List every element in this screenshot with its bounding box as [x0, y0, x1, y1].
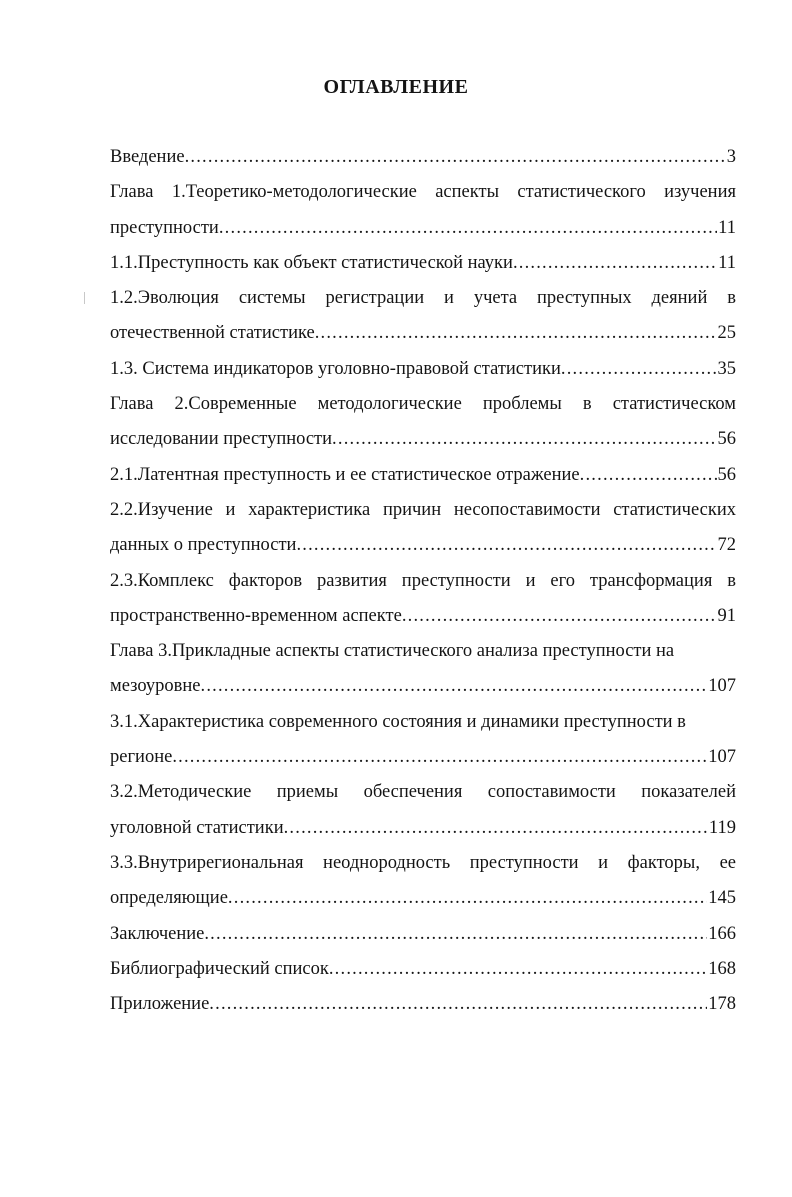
- toc-page-number: 3: [726, 147, 736, 167]
- dot-leader: [315, 316, 717, 351]
- toc-entry-section-3-2-line[interactable]: 3.2.Методические приемы обеспечения сопоставимости показателей: [110, 782, 736, 803]
- toc-entry-section-3-1-line[interactable]: 3.1.Характеристика современного состояния и динамики преступности в: [110, 711, 686, 732]
- toc-entry-chapter-2-line[interactable]: Глава 2.Современные методологические проблемы в статистическом: [110, 394, 736, 415]
- dot-leader: [329, 952, 707, 987]
- toc-entry-title: определяющие: [110, 888, 228, 909]
- toc-entry-title: преступности: [110, 217, 219, 238]
- toc-page-number: 72: [717, 535, 736, 556]
- toc-entry-introduction[interactable]: [110, 140, 736, 175]
- dot-leader: [172, 740, 707, 775]
- dot-leader: [204, 917, 707, 952]
- toc-entry-title: уголовной статистики: [110, 817, 284, 838]
- toc-entry-title: 2.1.Латентная преступность и ее статистическое отражение: [110, 464, 580, 485]
- toc-entry-bibliography[interactable]: [110, 952, 736, 987]
- toc-entry-title: регионе: [110, 747, 173, 768]
- toc-entry-chapter-2[interactable]: [110, 422, 736, 457]
- toc-page-number: 56: [717, 464, 736, 485]
- toc-page-number: 168: [708, 958, 736, 979]
- dot-leader: [284, 811, 708, 846]
- toc-entry-section-2-3-line[interactable]: 2.3.Комплекс факторов развития преступности и его трансформация в: [110, 570, 736, 591]
- dot-leader: [402, 599, 717, 634]
- dot-leader: [332, 422, 716, 457]
- toc-entry-title: 1.1.Преступность как объект статистической науки: [110, 252, 513, 273]
- toc-page-number: 178: [708, 994, 736, 1015]
- toc-entry-title: Введение: [110, 147, 185, 167]
- toc-entry-section-3-2[interactable]: [110, 811, 736, 846]
- toc-entry-section-2-2-line[interactable]: 2.2.Изучение и характеристика причин несопоставимости статистических: [110, 499, 736, 520]
- toc-page-number: 11: [718, 252, 736, 273]
- toc-page-number: 35: [717, 358, 736, 379]
- toc-entry-appendix[interactable]: [110, 987, 736, 1022]
- margin-mark: [84, 292, 85, 304]
- toc-page-number: 166: [708, 923, 736, 944]
- page-title: ОГЛАВЛЕНИЕ: [323, 76, 469, 98]
- toc-entry-title: 1.3. Система индикаторов уголовно-правовой статистики: [110, 358, 561, 379]
- toc-page-number: 25: [717, 323, 736, 344]
- toc-entry-section-1-2[interactable]: [110, 316, 736, 351]
- toc-entry-section-1-3[interactable]: [110, 352, 736, 387]
- dot-leader: [580, 458, 717, 493]
- toc-entry-section-2-1[interactable]: [110, 458, 736, 493]
- toc-entry-section-1-2-line[interactable]: 1.2.Эволюция системы регистрации и учета преступных деяний в: [110, 288, 736, 309]
- toc-entry-chapter-1[interactable]: [110, 211, 736, 246]
- dot-leader: [209, 987, 707, 1022]
- dot-leader: [228, 881, 707, 916]
- toc-entry-title: пространственно-временном аспекте: [110, 605, 402, 626]
- dot-leader: [219, 211, 717, 246]
- toc-page-number: 91: [717, 605, 736, 626]
- toc-entry-title: данных о преступности: [110, 535, 297, 556]
- dot-leader: [201, 669, 708, 704]
- toc-entry-section-3-3[interactable]: [110, 881, 736, 916]
- toc-entry-title: мезоуровне: [110, 676, 201, 697]
- toc-entry-section-2-2[interactable]: [110, 528, 736, 563]
- dot-leader: [561, 352, 717, 387]
- toc-entry-section-1-1[interactable]: [110, 246, 736, 281]
- toc-entry-chapter-3[interactable]: [110, 669, 736, 704]
- toc-entry-title: Библиографический список: [110, 958, 329, 979]
- toc-page-number: 56: [717, 429, 736, 450]
- toc-page-number: 145: [708, 888, 736, 909]
- toc-page-number: 107: [708, 747, 736, 768]
- toc-entry-chapter-1-line[interactable]: Глава 1.Теоретико-методологические аспекты статистического изучения: [110, 182, 736, 203]
- toc-page-number: 119: [708, 817, 736, 838]
- toc-entry-section-3-1[interactable]: [110, 740, 736, 775]
- table-of-contents: [110, 140, 736, 1022]
- toc-entry-chapter-3-line[interactable]: Глава 3.Прикладные аспекты статистического анализа преступности на: [110, 641, 675, 662]
- toc-entry-section-3-3-line[interactable]: 3.3.Внутрирегиональная неоднородность преступности и факторы, ее: [110, 852, 736, 873]
- toc-page-number: 11: [718, 217, 736, 238]
- toc-entry-conclusion[interactable]: [110, 917, 736, 952]
- dot-leader: [185, 140, 726, 175]
- dot-leader: [296, 528, 716, 563]
- toc-entry-title: исследовании преступности: [110, 429, 333, 450]
- dot-leader: [513, 246, 717, 281]
- toc-page-number: 107: [708, 676, 736, 697]
- toc-entry-title: отечественной статистике: [110, 323, 315, 344]
- toc-entry-title: Приложение: [110, 994, 210, 1015]
- toc-entry-section-2-3[interactable]: [110, 599, 736, 634]
- toc-entry-title: Заключение: [110, 923, 205, 944]
